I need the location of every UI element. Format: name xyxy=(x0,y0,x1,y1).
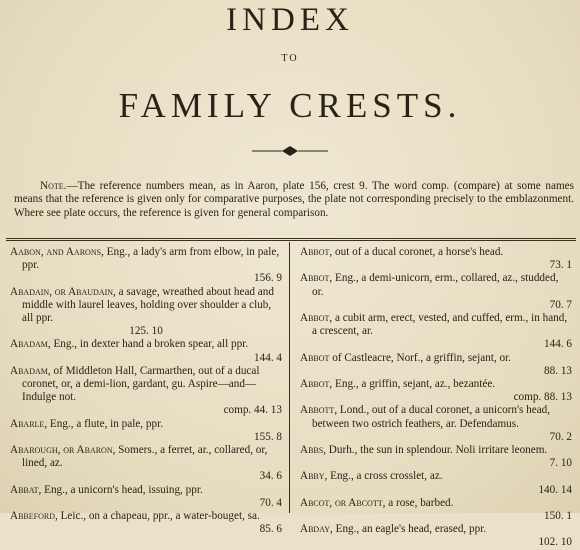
entry-description: , Eng., an eagle's head, erased, ppr. xyxy=(330,523,487,536)
entry-reference: 156. 9 xyxy=(254,272,282,285)
entry-description: , Lond., out of a ducal coronet, a unicorn's head, between two ostrich feathers, ar. Defendamus. xyxy=(312,404,551,430)
entry-name: Abbat xyxy=(10,483,39,496)
entry-name: Abbott xyxy=(300,404,335,417)
entry-reference: 144. 6 xyxy=(544,338,572,351)
ornament-divider-icon xyxy=(250,144,330,158)
entry-reference: comp. 88. 13 xyxy=(513,391,572,404)
index-entry xyxy=(10,444,282,484)
index-entry xyxy=(300,404,572,444)
entry-name: Abbot xyxy=(300,351,330,364)
reference-note xyxy=(14,180,574,220)
entry-name: Abday xyxy=(300,523,331,536)
right-column xyxy=(300,246,572,550)
index-entry xyxy=(300,497,572,523)
entry-name: Abadam xyxy=(10,338,48,351)
entry-description: , Durh., the sun in splendour. Noli irritare leonem. xyxy=(323,444,548,457)
entry-reference: 7. 10 xyxy=(549,457,572,470)
entry-name: Abadam xyxy=(10,364,48,377)
left-column xyxy=(10,246,282,536)
index-entry xyxy=(300,312,572,352)
entry-description: , a rose, barbed. xyxy=(382,496,454,509)
horizontal-rule xyxy=(6,238,576,241)
entry-name: Abarle xyxy=(10,417,45,430)
entry-reference: 125. 10 xyxy=(129,325,163,338)
entry-description: , Eng., a lady's arm from elbow, in pale, ppr. xyxy=(22,246,280,272)
entry-reference: 155. 8 xyxy=(254,430,282,443)
entry-name: Abbot xyxy=(300,272,330,285)
entry-description: , a cubit arm, erect, vested, and cuffed, erm., in hand, a crescent, ar. xyxy=(312,312,568,338)
entry-reference: 150. 1 xyxy=(544,510,572,523)
entry-name: Abarough, or Abaron xyxy=(10,444,113,457)
page-title-family-crests: FAMILY CRESTS. xyxy=(118,86,462,125)
entry-reference: 144. 4 xyxy=(254,351,282,364)
entry-description: , Eng., a griffin, sejant, az., bezantée. xyxy=(329,378,496,391)
entry-description: of Castleacre, Norf., a griffin, sejant, or. xyxy=(329,351,511,364)
entry-reference: 73. 1 xyxy=(549,259,572,272)
entry-name: Abbot xyxy=(300,246,330,258)
entry-reference: 70. 7 xyxy=(549,298,572,311)
page-title-to: TO xyxy=(281,53,299,64)
index-entry xyxy=(10,246,282,286)
note-lead: Note. xyxy=(40,180,67,192)
entry-description: , of Middleton Hall, Carmarthen, out of a ducal coronet, or, a demi-lion, gardant, gu. Aspire—and—Indulge not. xyxy=(22,364,260,404)
entry-reference: 70. 2 xyxy=(549,430,572,443)
index-entry xyxy=(300,444,572,470)
index-entry xyxy=(300,246,572,272)
entry-name: Abbs xyxy=(300,444,324,457)
index-entry xyxy=(10,484,282,510)
entry-name: Abbot xyxy=(300,312,330,325)
entry-reference: 34. 6 xyxy=(259,470,282,483)
entry-description: , Somers., a ferret, ar., collared, or, lined, az. xyxy=(22,444,268,470)
entry-description: , Eng., a flute, in pale, ppr. xyxy=(44,417,163,430)
entry-description: , a savage, wreathed about head and middle with laurel leaves, holding over shoulder a club, all ppr. xyxy=(22,285,274,325)
entry-reference: 140. 14 xyxy=(538,483,572,496)
entry-description: , Eng., in dexter hand a broken spear, all ppr. xyxy=(47,338,249,351)
entry-name: Abbeford xyxy=(10,510,55,523)
entry-name: Abadain, or Abaudain xyxy=(10,285,114,298)
entry-description: , out of a ducal coronet, a horse's head. xyxy=(329,246,504,258)
entry-name: Abby xyxy=(300,470,325,483)
page-title-index: INDEX xyxy=(226,2,354,38)
index-entry xyxy=(300,352,572,378)
entry-reference: 70. 4 xyxy=(259,496,282,509)
entry-reference: 85. 6 xyxy=(259,523,282,536)
index-entry xyxy=(300,523,572,549)
entry-description: , Eng., a cross crosslet, az. xyxy=(324,470,443,483)
entry-name: Aabon, and Aarons xyxy=(10,246,102,258)
entry-reference: comp. 44. 13 xyxy=(223,404,282,417)
entry-description: , Eng., a unicorn's head, issuing, ppr. xyxy=(38,483,203,496)
entry-name: Abbot xyxy=(300,378,330,391)
entry-reference: 88. 13 xyxy=(544,364,572,377)
index-entry xyxy=(10,510,282,536)
note-text: —The reference numbers mean, as in Aaron, plate 156, crest 9. The word comp. (compare) at some names means that the reference is given only for comparative purposes, the plate not corresponding precisely to the emblazonment. Where see plate occurs, the reference is given for general comparison. xyxy=(14,180,574,219)
entry-reference: 102. 10 xyxy=(538,536,572,549)
entry-description: , Leic., on a chapeau, ppr., a water-bouget, sa. xyxy=(54,510,260,523)
index-entry xyxy=(10,418,282,444)
index-entry xyxy=(10,286,282,339)
entry-description: , Eng., a demi-unicorn, erm., collared, az., studded, or. xyxy=(312,272,559,298)
index-entry xyxy=(300,272,572,312)
index-entry xyxy=(10,365,282,418)
index-entry xyxy=(300,470,572,496)
index-entry xyxy=(300,378,572,404)
index-entry xyxy=(10,338,282,364)
entry-name: Abcot, or Abcott xyxy=(300,496,383,509)
column-divider xyxy=(289,242,290,513)
